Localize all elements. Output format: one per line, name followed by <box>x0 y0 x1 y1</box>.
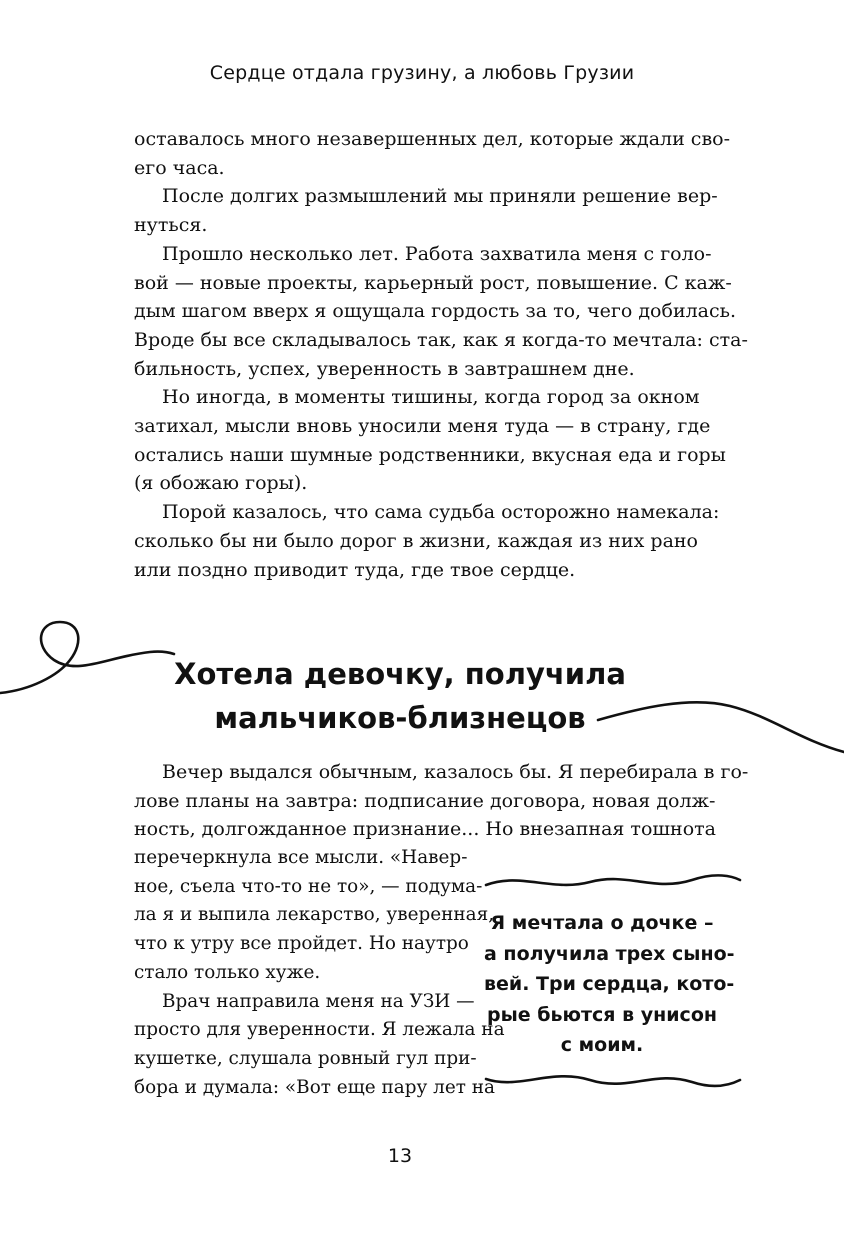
text-line: лове планы на завтра: подписание договора, новая долж- <box>134 789 716 812</box>
section2-column-text <box>134 844 505 1102</box>
text-line: стало только хуже. <box>134 961 321 983</box>
text-line: затихал, мысли вновь уносили меня туда — в страну, где <box>134 415 711 438</box>
chapter-title-line1: Хотела девочку, получила <box>174 657 626 691</box>
pull-quote-line: Я мечтала о дочке – <box>490 912 714 934</box>
quote-wave-bottom <box>486 1076 740 1086</box>
text-line: вой — новые проекты, карьерный рост, повышение. С каж- <box>134 271 732 294</box>
text-line: сколько бы ни было дорог в жизни, каждая из них рано <box>134 529 698 552</box>
chapter-heading <box>0 652 800 740</box>
text-line: или поздно приводит туда, где твое сердце. <box>134 558 576 581</box>
text-line: что к утру все пройдет. Но наутро <box>134 933 469 955</box>
pull-quote-line: рые бьются в унисон <box>486 1003 718 1026</box>
text-line: бильность, успех, уверенность в завтрашнем дне. <box>134 357 635 380</box>
text-line: После долгих размышлений мы приняли решение вер- <box>162 185 718 208</box>
text-line: Но иногда, в моменты тишины, когда город за окном <box>162 386 700 409</box>
text-line: Порой казалось, что сама судьба осторожно намекала: <box>162 501 720 524</box>
text-line: перечеркнула все мысли. «Навер- <box>134 847 468 868</box>
running-header: Сердце отдала грузину, а любовь Грузии <box>209 62 635 84</box>
text-line: (я обожаю горы). <box>134 472 308 495</box>
pull-quote-line: вей. Три сердца, кото- <box>484 973 735 995</box>
text-line: просто для уверенности. Я лежала на <box>134 1019 505 1041</box>
text-line: Вроде бы все складывалось так, как я когда-то мечтала: ста- <box>134 328 748 351</box>
text-line: ность, долгожданное признание... Но внезапная тошнота <box>134 818 716 841</box>
text-line: дым шагом вверх я ощущала гордость за то, чего добилась. <box>134 300 737 323</box>
text-line: нуться. <box>134 214 208 237</box>
text-line: оставалось много незавершенных дел, которые ждали сво- <box>134 128 731 150</box>
pull-quote-line: с моим. <box>560 1034 644 1056</box>
text-line: Прошло несколько лет. Работа захватила меня с голо- <box>162 242 712 265</box>
section2-full-text <box>134 758 749 844</box>
chapter-title-line2: мальчиков-близнецов <box>214 701 586 735</box>
quote-wave-top <box>486 875 740 885</box>
text-line: Врач направила меня на УЗИ — <box>162 990 475 1012</box>
text-line: кушетке, слушала ровный гул при- <box>134 1047 477 1069</box>
pull-quote <box>484 908 735 1061</box>
text-line: Вечер выдался обычным, казалось бы. Я перебирала в го- <box>162 761 749 783</box>
text-line: остались наши шумные родственники, вкусная еда и горы <box>134 443 726 466</box>
pull-quote-line: а получила трех сыно- <box>484 942 735 965</box>
text-line: ла я и выпила лекарство, уверенная, <box>134 904 495 926</box>
text-line: его часа. <box>134 156 225 179</box>
text-line: ное, съела что-то не то», — подума- <box>134 875 483 897</box>
text-line: бора и думала: «Вот еще пару лет на <box>134 1076 495 1098</box>
page-number: 13 <box>387 1145 413 1167</box>
